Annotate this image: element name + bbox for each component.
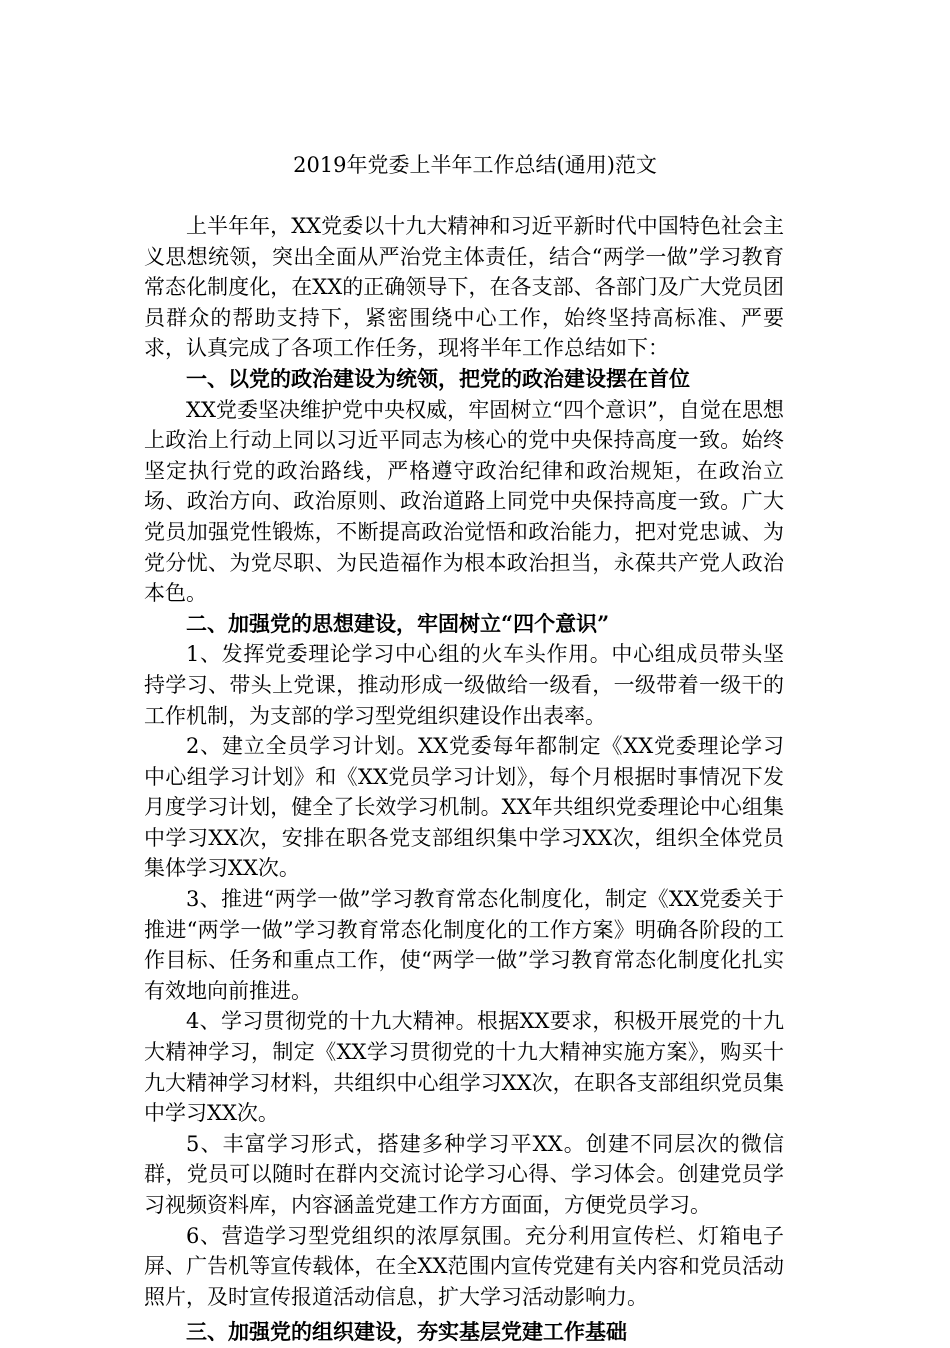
section-2-item-5: 5、丰富学习形式，搭建多种学习平XX。创建不同层次的微信群，党员可以随时在群内交流讨论学习心得、学习体会。创建党员学习视频资料库，内容涵盖党建工作方方面面，方便党员学习。 xyxy=(144,1131,784,1217)
section-1-paragraph: XX党委坚决维护党中央权威，牢固树立“四个意识”，自觉在思想上政治上行动上同以习近平同志为核心的党中央保持高度一致。始终坚定执行党的政治路线，严格遵守政治纪律和政治规矩，在政治立场、政治方向、政治原则、政治道路上同党中央保持高度一致。广大党员加强党性锻炼，不断提高政治觉悟和政治能力，把对党忠诚、为党分忧、为党尽职、为民造福作为根本政治担当，永葆共产党人政治本色。 xyxy=(144,397,784,606)
section-2-item-1: 1、发挥党委理论学习中心组的火车头作用。中心组成员带头坚持学习、带头上党课，推动形成一级做给一级看，一级带着一级干的工作机制，为支部的学习型党组织建设作出表率。 xyxy=(144,642,784,728)
section-3-heading: 三、加强党的组织建设，夯实基层党建工作基础 xyxy=(186,1319,627,1345)
intro-paragraph: 上半年年，XX党委以十九大精神和习近平新时代中国特色社会主义思想统领，突出全面从严治党主体责任，结合“两学一做”学习教育常态化制度化，在XX的正确领导下，在各支部、各部门及广大党员团员群众的帮助支持下，紧密围绕中心工作，始终坚持高标准、严要求，认真完成了各项工作任务，现将半年工作总结如下： xyxy=(144,214,784,361)
section-2-item-2: 2、建立全员学习计划。XX党委每年都制定《XX党委理论学习中心组学习计划》和《XX党员学习计划》，每个月根据时事情况下发月度学习计划，健全了长效学习机制。XX年共组织党委理论中心组集中学习XX次，安排在职各党支部组织集中学习XX次，组织全体党员集体学习XX次。 xyxy=(144,734,784,881)
section-1-heading: 一、以党的政治建设为统领，把党的政治建设摆在首位 xyxy=(186,365,690,391)
section-2-item-3: 3、推进“两学一做”学习教育常态化制度化，制定《XX党委关于推进“两学一做”学习教育常态化制度化的工作方案》明确各阶段的工作目标、任务和重点工作，使“两学一做”学习教育常态化制度化扎实有效地向前推进。 xyxy=(144,887,784,1003)
section-2-item-6: 6、营造学习型党组织的浓厚氛围。充分利用宣传栏、灯箱电子屏、广告机等宣传载体，在全XX范围内宣传党建有关内容和党员活动照片，及时宣传报道活动信息，扩大学习活动影响力。 xyxy=(144,1223,784,1309)
section-2-item-4: 4、学习贯彻党的十九大精神。根据XX要求，积极开展党的十九大精神学习，制定《XX学习贯彻党的十九大精神实施方案》，购买十九大精神学习材料，共组织中心组学习XX次，在职各支部组织党员集中学习XX次。 xyxy=(144,1009,784,1126)
section-2-heading: 二、加强党的思想建设，牢固树立“四个意识” xyxy=(186,610,610,636)
document-body xyxy=(144,211,784,1348)
document-title: 2019年党委上半年工作总结(通用)范文 xyxy=(293,153,657,177)
